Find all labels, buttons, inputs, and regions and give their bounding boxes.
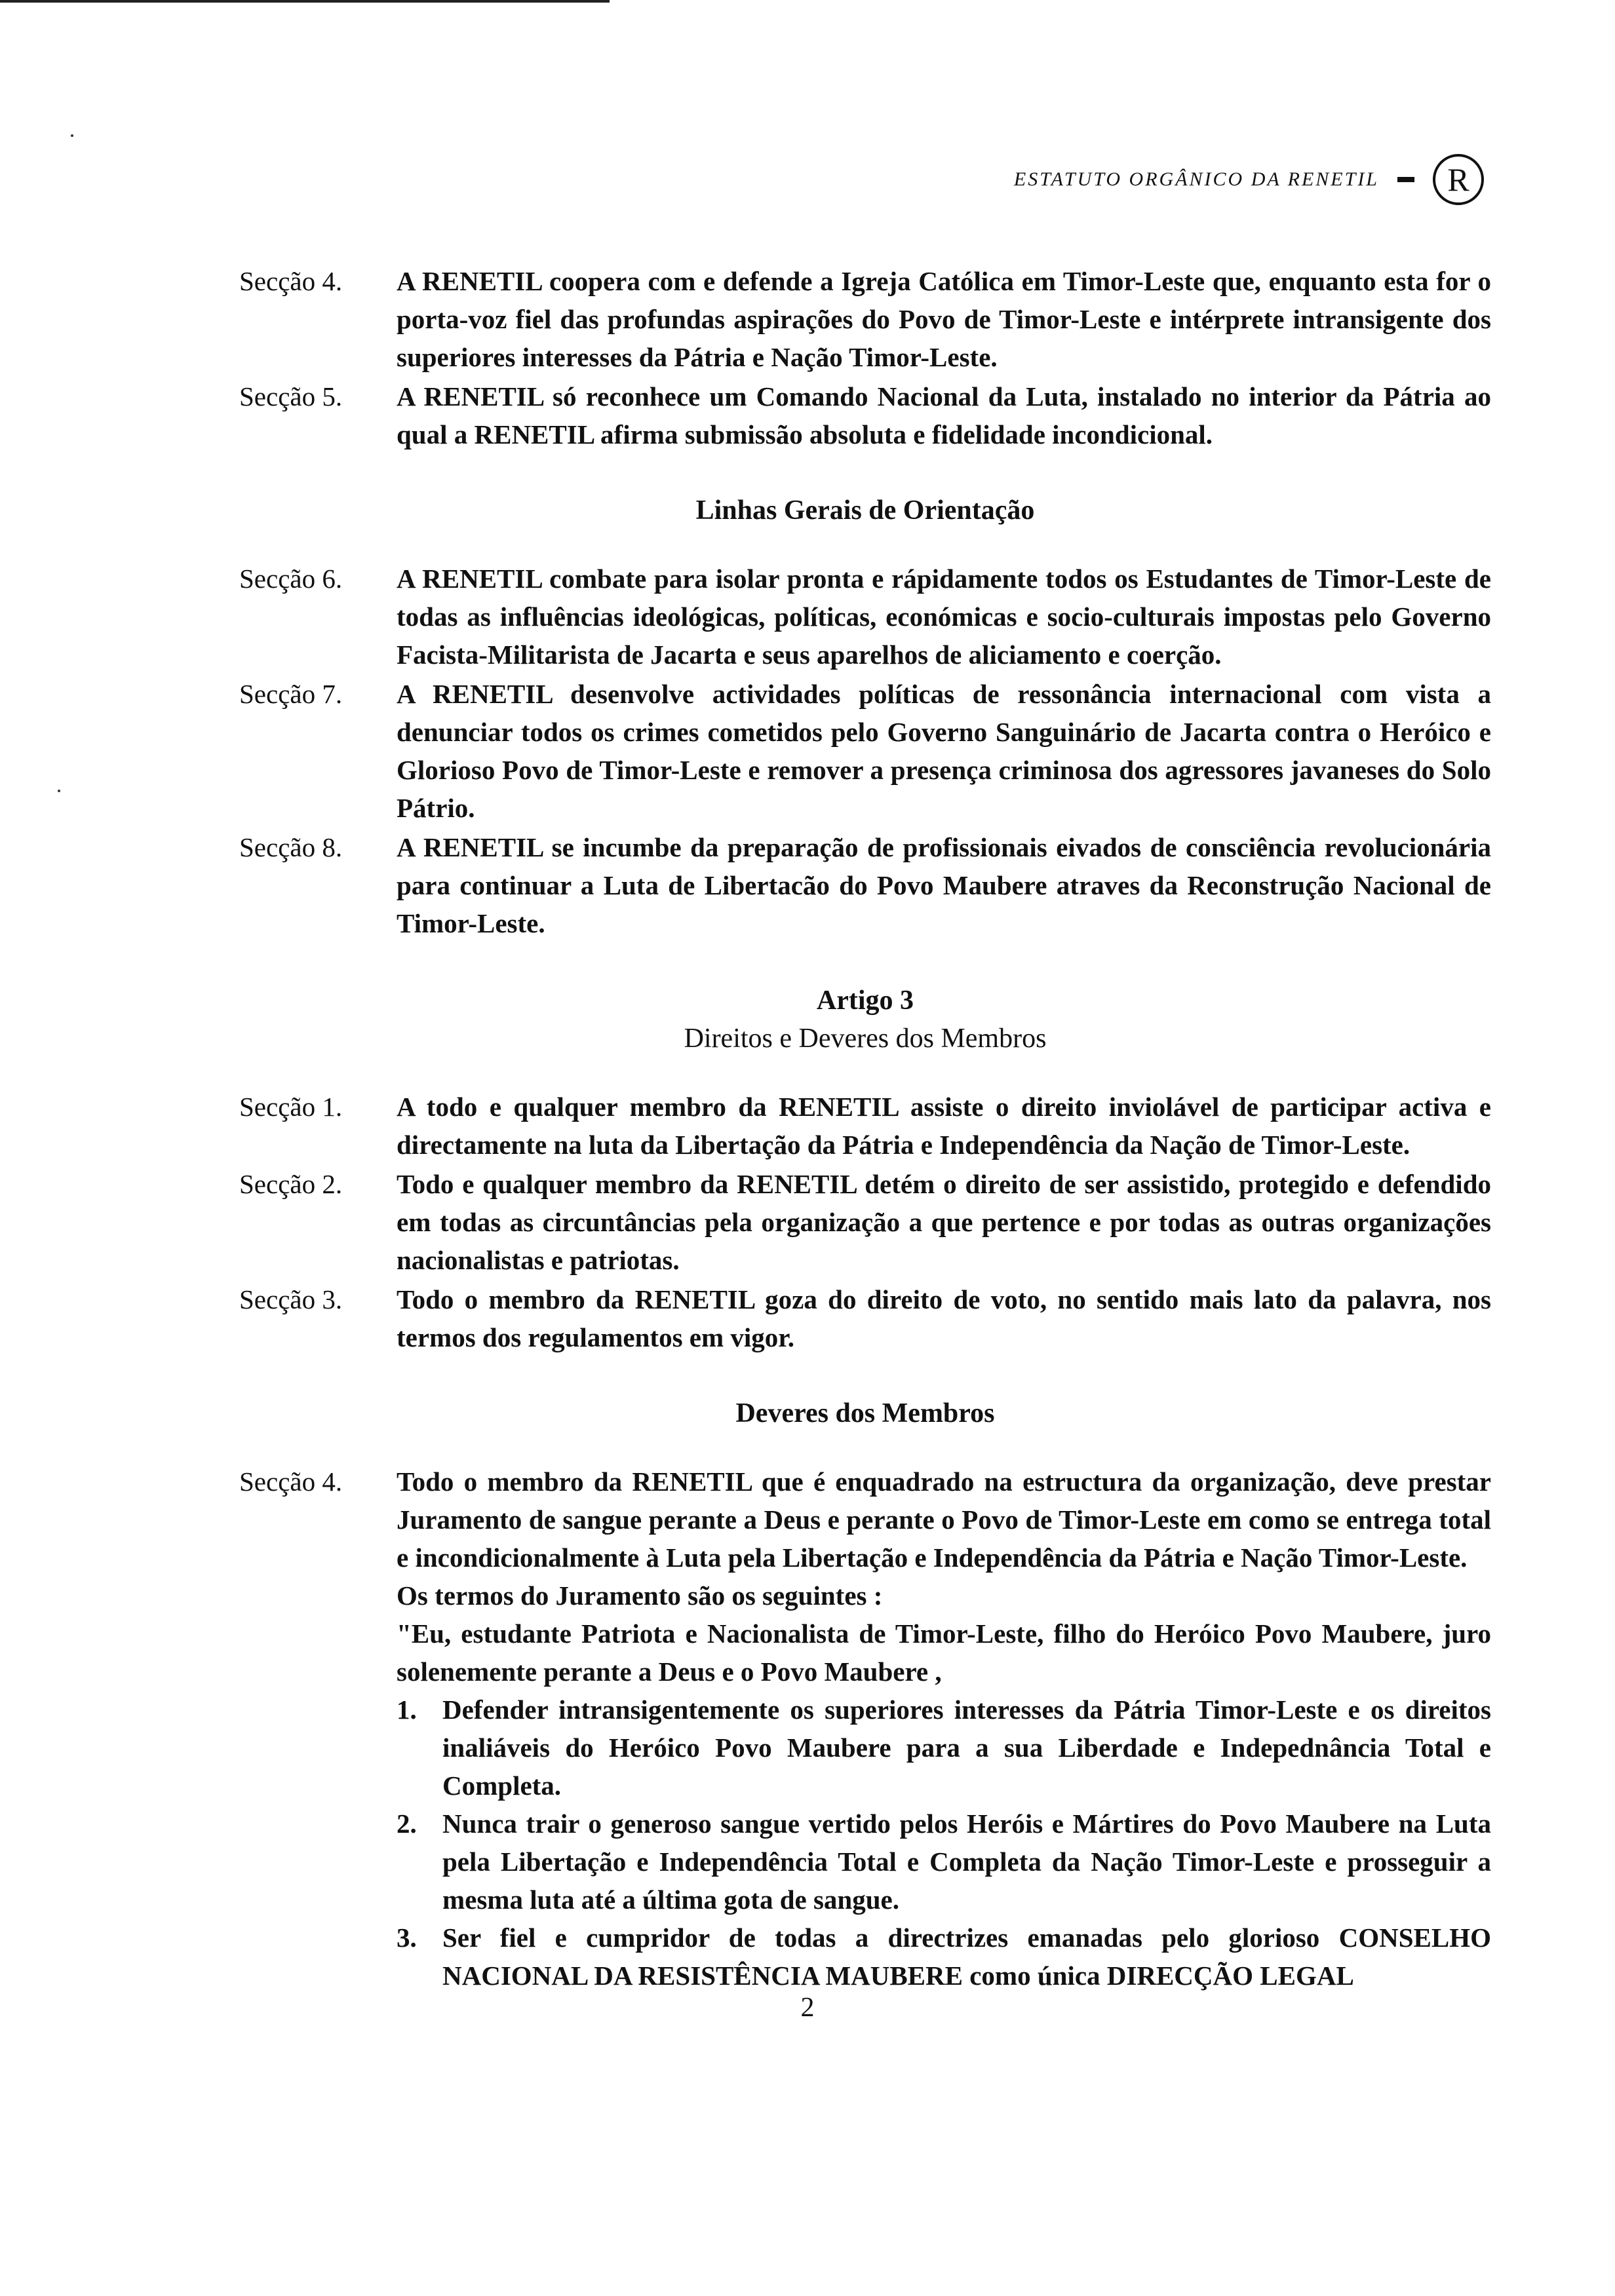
section-row xyxy=(239,1088,1491,1164)
scan-top-line xyxy=(0,0,610,3)
oath-item-text: Ser fiel e cumpridor de todas a directrizes emanadas pelo glorioso CONSELHO NACIONAL DA RESISTÊNCIA MAUBERE como única DIRECÇÃO LEGAL xyxy=(442,1923,1491,1991)
section-label: Secção 8. xyxy=(239,832,343,862)
oath-intro: Os termos do Juramento são os seguintes : xyxy=(397,1580,883,1611)
section-label: Secção 6. xyxy=(239,564,343,594)
section-text: A RENETIL se incumbe da preparação de profissionais eivados de consciência revolucionária para continuar a Luta de Libertacão do Povo Maubere atraves da Reconstrução Nacional de Timor-Leste. xyxy=(397,832,1491,938)
section-label: Secção 3. xyxy=(239,1284,343,1314)
oath-text: "Eu, estudante Patriota e Nacionalista de Timor-Leste, filho do Heróico Povo Maubere, juro solenemente perante a Deus e o Povo Maubere , xyxy=(397,1618,1491,1687)
page-number: 2 xyxy=(800,1993,815,2023)
oath-item-number: 3. xyxy=(397,1923,417,1953)
section-label: Secção 5. xyxy=(239,381,343,411)
section-row xyxy=(239,1165,1491,1279)
section-text: A RENETIL desenvolve actividades políticas de ressonância internacional com vista a denunciar todos os crimes cometidos pelo Governo Sanguinário de Jacarta contra o Heróico e Glorioso Povo de Timor-Leste e remover a presença criminosa dos agressores javaneses do Solo Pátrio. xyxy=(397,679,1491,823)
section-text: Todo e qualquer membro da RENETIL detém o direito de ser assistido, protegido e defendido em todas as circuntâncias pela organização a que pertence e por todas as outras organizações nacionalistas e patriotas. xyxy=(397,1169,1491,1275)
oath-item-text: Nunca trair o generoso sangue vertido pelos Heróis e Mártires do Povo Maubere na Luta pela Libertação e Independência Total e Completa da Nação Timor-Leste e prosseguir a mesma luta até a última gota de sangue. xyxy=(442,1808,1491,1915)
section-text: Todo o membro da RENETIL goza do direito de voto, no sentido mais lato da palavra, nos termos dos regulamentos em vigor. xyxy=(397,1284,1491,1352)
artigo-title: Artigo 3 xyxy=(816,985,914,1016)
section-text: Todo o membro da RENETIL que é enquadrado na estructura da organização, deve prestar Juramento de sangue perante a Deus e perante o Povo de Timor-Leste em como se entrega total e incondicionalmente à Luta pela Libertação e Independência da Pátria e Nação Timor-Leste. xyxy=(397,1466,1491,1573)
document-header xyxy=(1014,154,1484,205)
oath-item xyxy=(397,1919,1491,1995)
oath-item xyxy=(397,1691,1491,1805)
section-row xyxy=(239,560,1491,674)
oath-item xyxy=(397,1805,1491,1919)
section-label: Secção 7. xyxy=(239,679,343,709)
header-dash xyxy=(1397,177,1414,182)
section-body xyxy=(397,1463,1491,1995)
scan-speck xyxy=(71,134,73,137)
registered-mark: R xyxy=(1433,154,1484,205)
section-row xyxy=(239,1463,1491,1995)
section-text: A RENETIL combate para isolar pronta e rápidamente todos os Estudantes de Timor-Leste de todas as influências ideológicas, políticas, económicas e socio-culturais impostas pelo Governo Facista-Militarista de Jacarta e seus aparelhos de aliciamento e coerção. xyxy=(397,564,1491,670)
section-row xyxy=(239,828,1491,942)
section-text: A RENETIL só reconhece um Comando Nacional da Luta, instalado no interior da Pátria ao qual a RENETIL afirma submissão absoluta e fidelidade incondicional. xyxy=(397,381,1491,450)
heading-deveres: Deveres dos Membros xyxy=(735,1398,995,1428)
heading-linhas-gerais: Linhas Gerais de Orientação xyxy=(695,495,1035,526)
oath-item-number: 2. xyxy=(397,1808,417,1839)
section-row xyxy=(239,675,1491,827)
document-body xyxy=(239,262,1491,1996)
artigo-subtitle: Direitos e Deveres dos Membros xyxy=(684,1024,1047,1054)
scan-speck xyxy=(58,790,60,792)
section-label: Secção 4. xyxy=(239,266,343,296)
section-label: Secção 1. xyxy=(239,1092,343,1122)
header-title: ESTATUTO ORGÂNICO DA RENETIL xyxy=(1013,168,1379,190)
oath-item-number: 1. xyxy=(397,1694,417,1725)
oath-item-text: Defender intransigentemente os superiores interesses da Pátria Timor-Leste e os direitos inaliáveis do Heróico Povo Maubere para a sua Liberdade e Indepednância Total e Completa. xyxy=(442,1694,1491,1801)
section-label: Secção 4. xyxy=(239,1466,343,1497)
section-text: A RENETIL coopera com e defende a Igreja Católica em Timor-Leste que, enquanto esta for o porta-voz fiel das profundas aspirações do Povo de Timor-Leste e intérprete intransigente dos superiores interesses da Pátria e Nação Timor-Leste. xyxy=(397,266,1491,372)
section-text: A todo e qualquer membro da RENETIL assiste o direito inviolável de participar activa e directamente na luta da Libertação da Pátria e Independência da Nação de Timor-Leste. xyxy=(397,1092,1491,1160)
section-row xyxy=(239,377,1491,453)
section-row xyxy=(239,262,1491,376)
section-label: Secção 2. xyxy=(239,1169,343,1199)
section-row xyxy=(239,1280,1491,1356)
